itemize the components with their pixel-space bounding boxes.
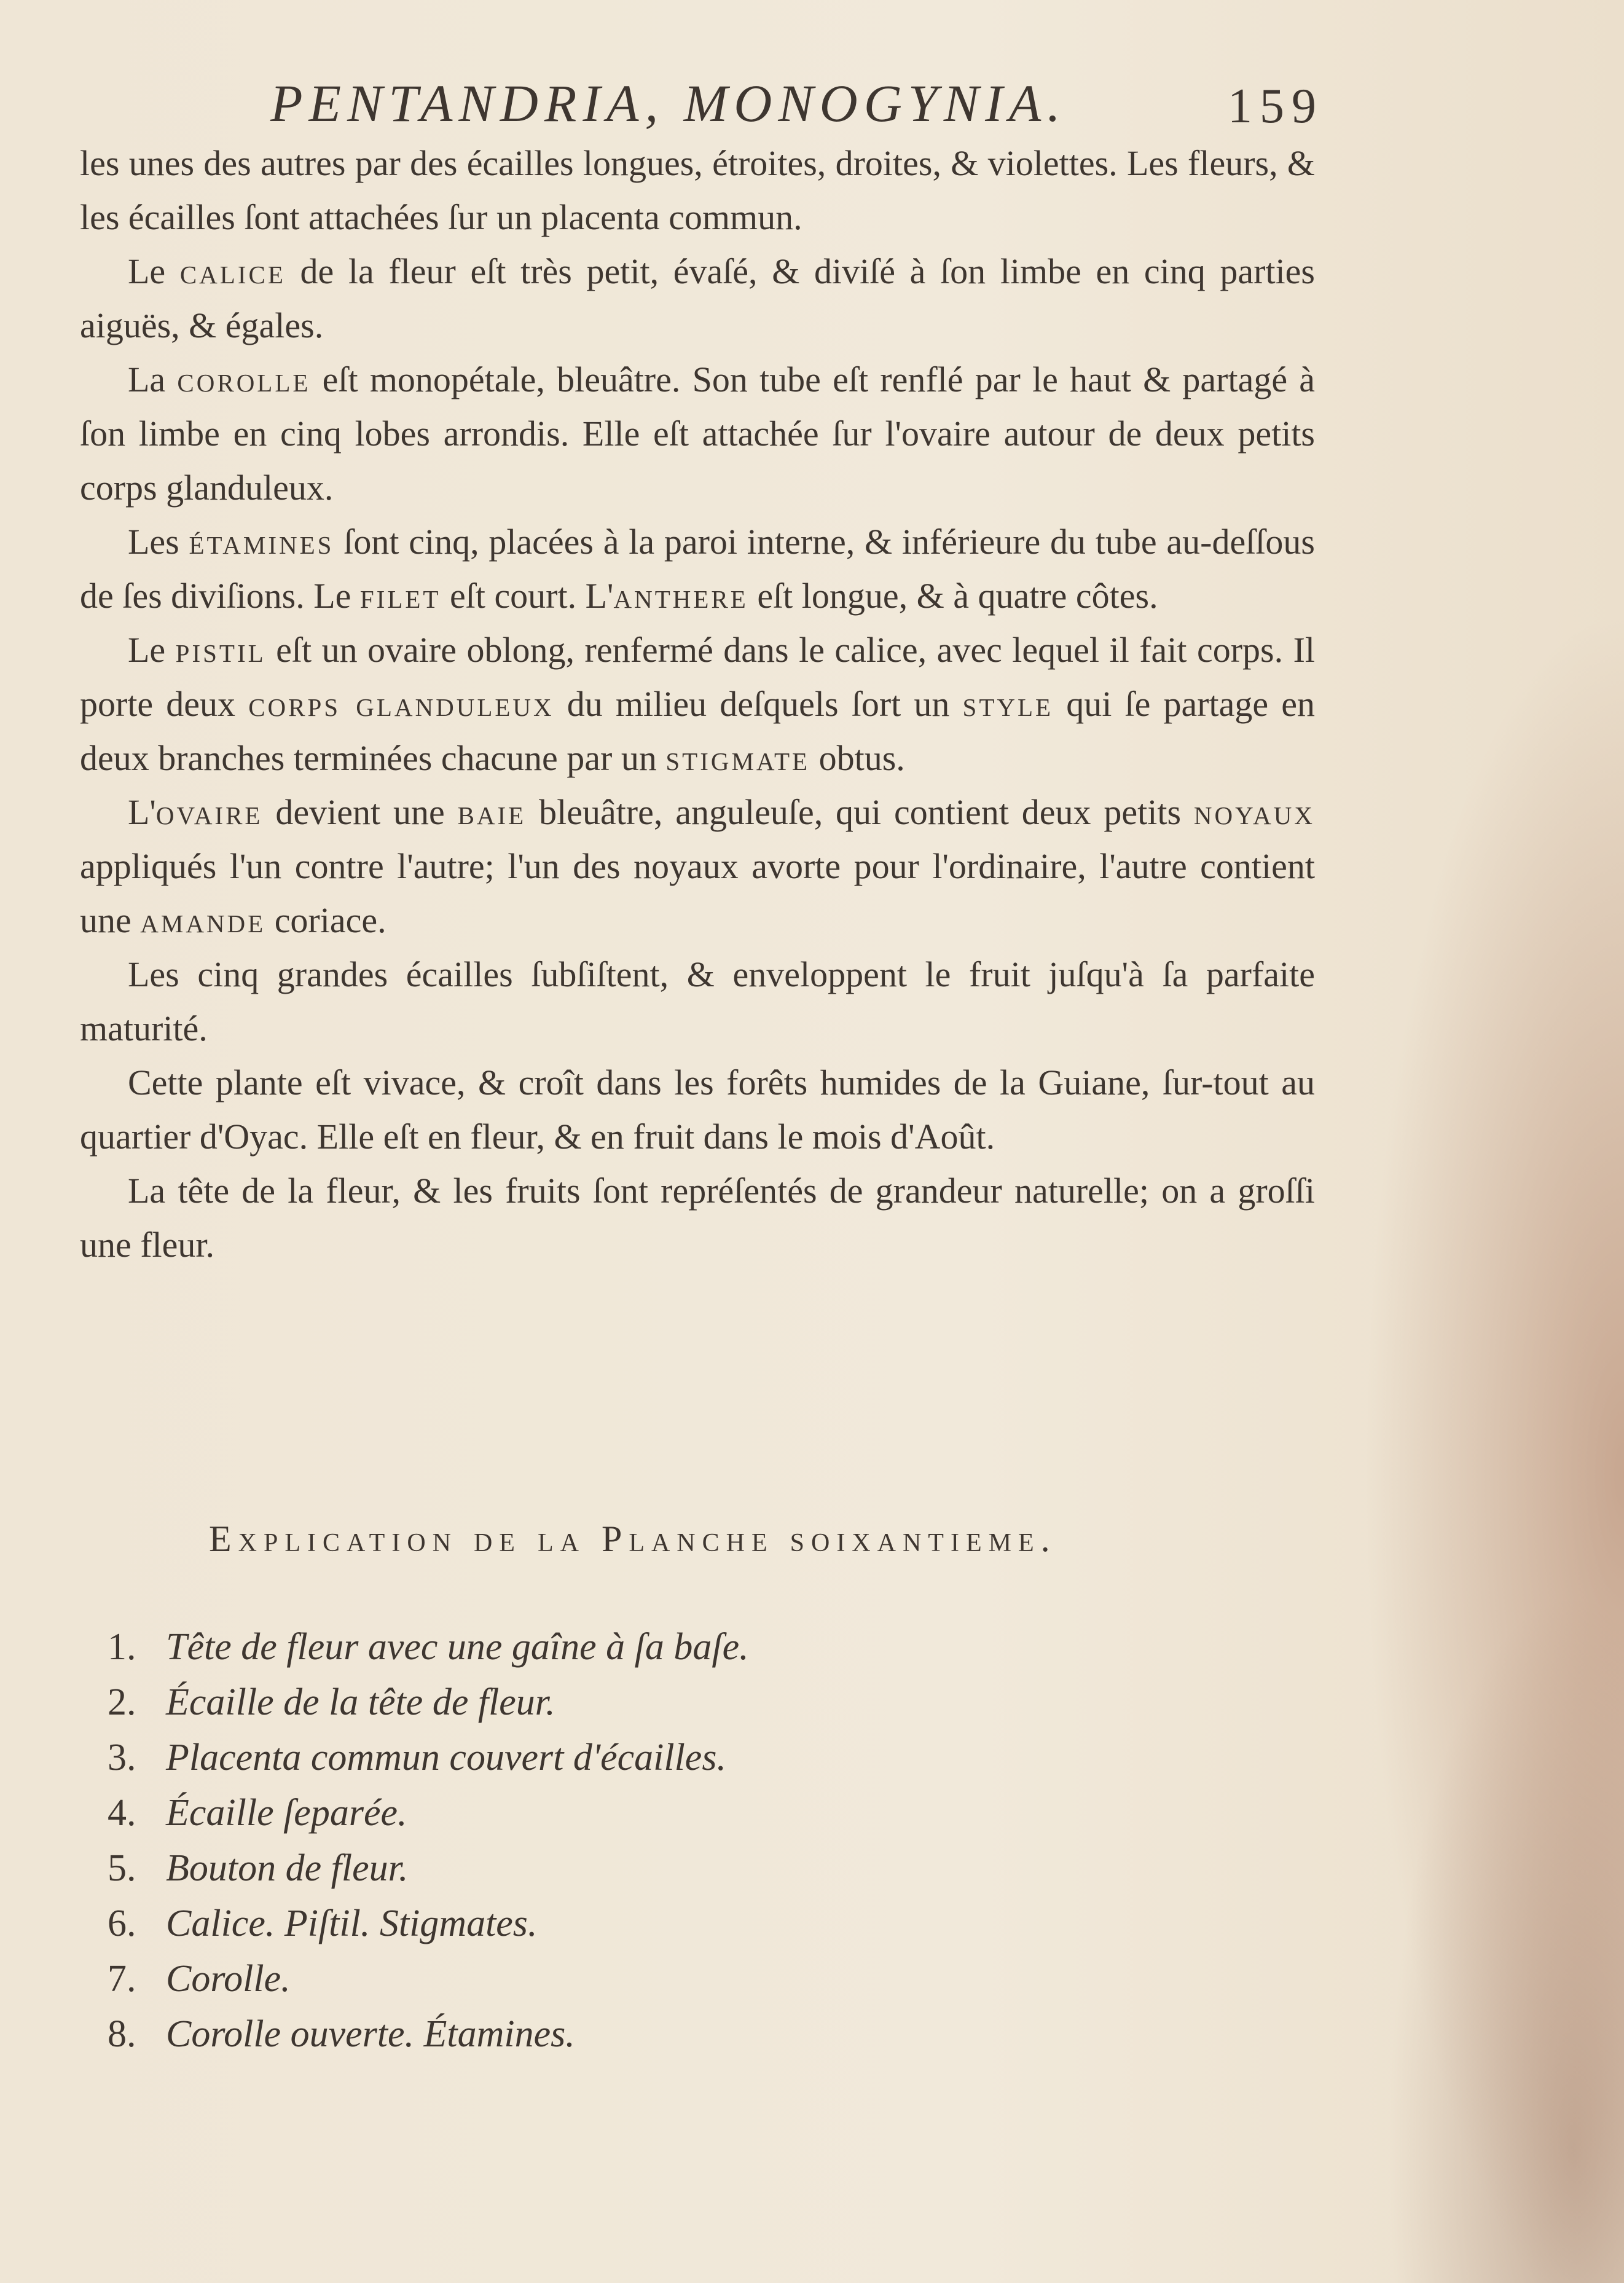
paragraph — [80, 245, 1315, 353]
text-run: Le — [128, 630, 176, 670]
text-run: eſt monopétale, bleuâtre. Son tube eſt renflé par le haut & partagé à ſon limbe en cinq lobes arrondis. Elle eſt attachée ſur l'ovaire autour de deux petits corps glanduleux. — [80, 360, 1316, 508]
legend-item — [108, 1785, 1091, 1841]
text-run: devient une — [262, 792, 458, 832]
legend-item — [108, 1730, 1091, 1785]
legend-text: Bouton de fleur. — [166, 1847, 409, 1889]
legend-number: 6. — [108, 1903, 136, 1944]
term: stigmate — [665, 738, 810, 778]
legend-item — [108, 1951, 1091, 2006]
term: style — [962, 684, 1054, 724]
plate-heading: Explication de la Planche soixantieme. — [209, 1519, 1057, 1559]
term: pistil — [175, 630, 266, 670]
text-run: Les — [128, 522, 189, 562]
running-title: PENTANDRIA, MONOGYNIA. — [270, 74, 1067, 133]
term: corps glanduleux — [248, 684, 554, 724]
body-text — [80, 136, 1315, 1272]
legend-number: 5. — [108, 1847, 136, 1889]
text-run: eſt un ovaire oblong, renfermé dans le calice, avec lequel il fait corps. Il porte deux — [80, 630, 1315, 724]
legend-item — [108, 1841, 1091, 1896]
term: filet — [359, 576, 441, 616]
paragraph — [80, 515, 1315, 623]
text-run: L' — [128, 792, 156, 832]
term: baie — [457, 792, 527, 832]
legend-item — [108, 1675, 1091, 1730]
paragraph — [80, 1164, 1315, 1272]
term: anthere — [613, 576, 748, 616]
legend-item — [108, 1619, 1091, 1675]
text-run: eſt longue, & à quatre côtes. — [748, 576, 1158, 616]
legend-number: 2. — [108, 1681, 136, 1723]
text-run: bleuâtre, anguleuſe, qui contient deux petits — [526, 792, 1194, 832]
legend-number: 8. — [108, 2013, 136, 2055]
legend-text: Placenta commun couvert d'écailles. — [166, 1737, 726, 1778]
legend-text: Écaille ſeparée. — [166, 1792, 407, 1834]
paragraph — [80, 623, 1315, 785]
legend-text: Corolle ouverte. Étamines. — [166, 2013, 575, 2055]
text-run: de la fleur eſt très petit, évaſé, & diviſé à ſon limbe en cinq parties aiguës, & égales. — [80, 251, 1316, 345]
term: étamines — [189, 522, 334, 562]
text-run: les unes des autres par des écailles longues, étroites, droites, & violettes. Les fleurs, & les écailles ſont attachées ſur un placenta commun. — [80, 143, 1315, 237]
text-run: coriace. — [265, 900, 386, 940]
text-run: appliqués l'un contre l'autre; l'un des noyaux avorte pour l'ordinaire, l'autre contient une — [80, 846, 1315, 940]
term: ovaire — [155, 792, 263, 832]
text-run: du milieu deſquels ſort un — [554, 684, 963, 724]
legend-text: Tête de fleur avec une gaîne à ſa baſe. — [166, 1626, 749, 1668]
text-run: eſt court. L' — [441, 576, 614, 616]
legend-item — [108, 1896, 1091, 1951]
legend-text: Écaille de la tête de fleur. — [166, 1681, 555, 1723]
page-number: 159 — [1228, 79, 1324, 133]
legend-number: 1. — [108, 1626, 136, 1668]
text-run: qui ſe partage en deux branches terminées chacune par un — [80, 684, 1316, 778]
legend-text: Calice. Piſtil. Stigmates. — [166, 1903, 538, 1944]
text-run: ſont cinq, placées à la paroi interne, & inférieure du tube au-deſſous de ſes diviſions. Le — [80, 522, 1315, 616]
paragraph — [80, 948, 1315, 1056]
legend-number: 4. — [108, 1792, 136, 1834]
text-run: Cette plante eſt vivace, & croît dans les forêts humides de la Guiane, ſur-tout au quartier d'Oyac. Elle eſt en fleur, & en fruit dans le mois d'Août. — [80, 1063, 1315, 1157]
term: noyaux — [1193, 792, 1315, 832]
text-run: Le — [128, 251, 180, 291]
legend-text: Corolle. — [166, 1958, 291, 2000]
term: amande — [140, 900, 266, 940]
term: corolle — [177, 360, 311, 399]
text-run: La tête de la fleur, & les fruits ſont repréſentés de grandeur naturelle; on a groſſi une fleur. — [80, 1171, 1315, 1265]
legend-number: 7. — [108, 1958, 136, 2000]
text-run: La — [128, 360, 178, 399]
paragraph — [80, 1056, 1315, 1164]
text-run: Les cinq grandes écailles ſubſiſtent, & enveloppent le fruit juſqu'à ſa parfaite maturité. — [80, 954, 1315, 1048]
paragraph — [80, 136, 1315, 245]
legend-item — [108, 2006, 1091, 2062]
plate-legend — [108, 1619, 1091, 2062]
legend-number: 3. — [108, 1737, 136, 1778]
paragraph — [80, 785, 1315, 948]
term: calice — [179, 251, 286, 291]
text-run: obtus. — [810, 738, 905, 778]
paragraph — [80, 353, 1315, 515]
